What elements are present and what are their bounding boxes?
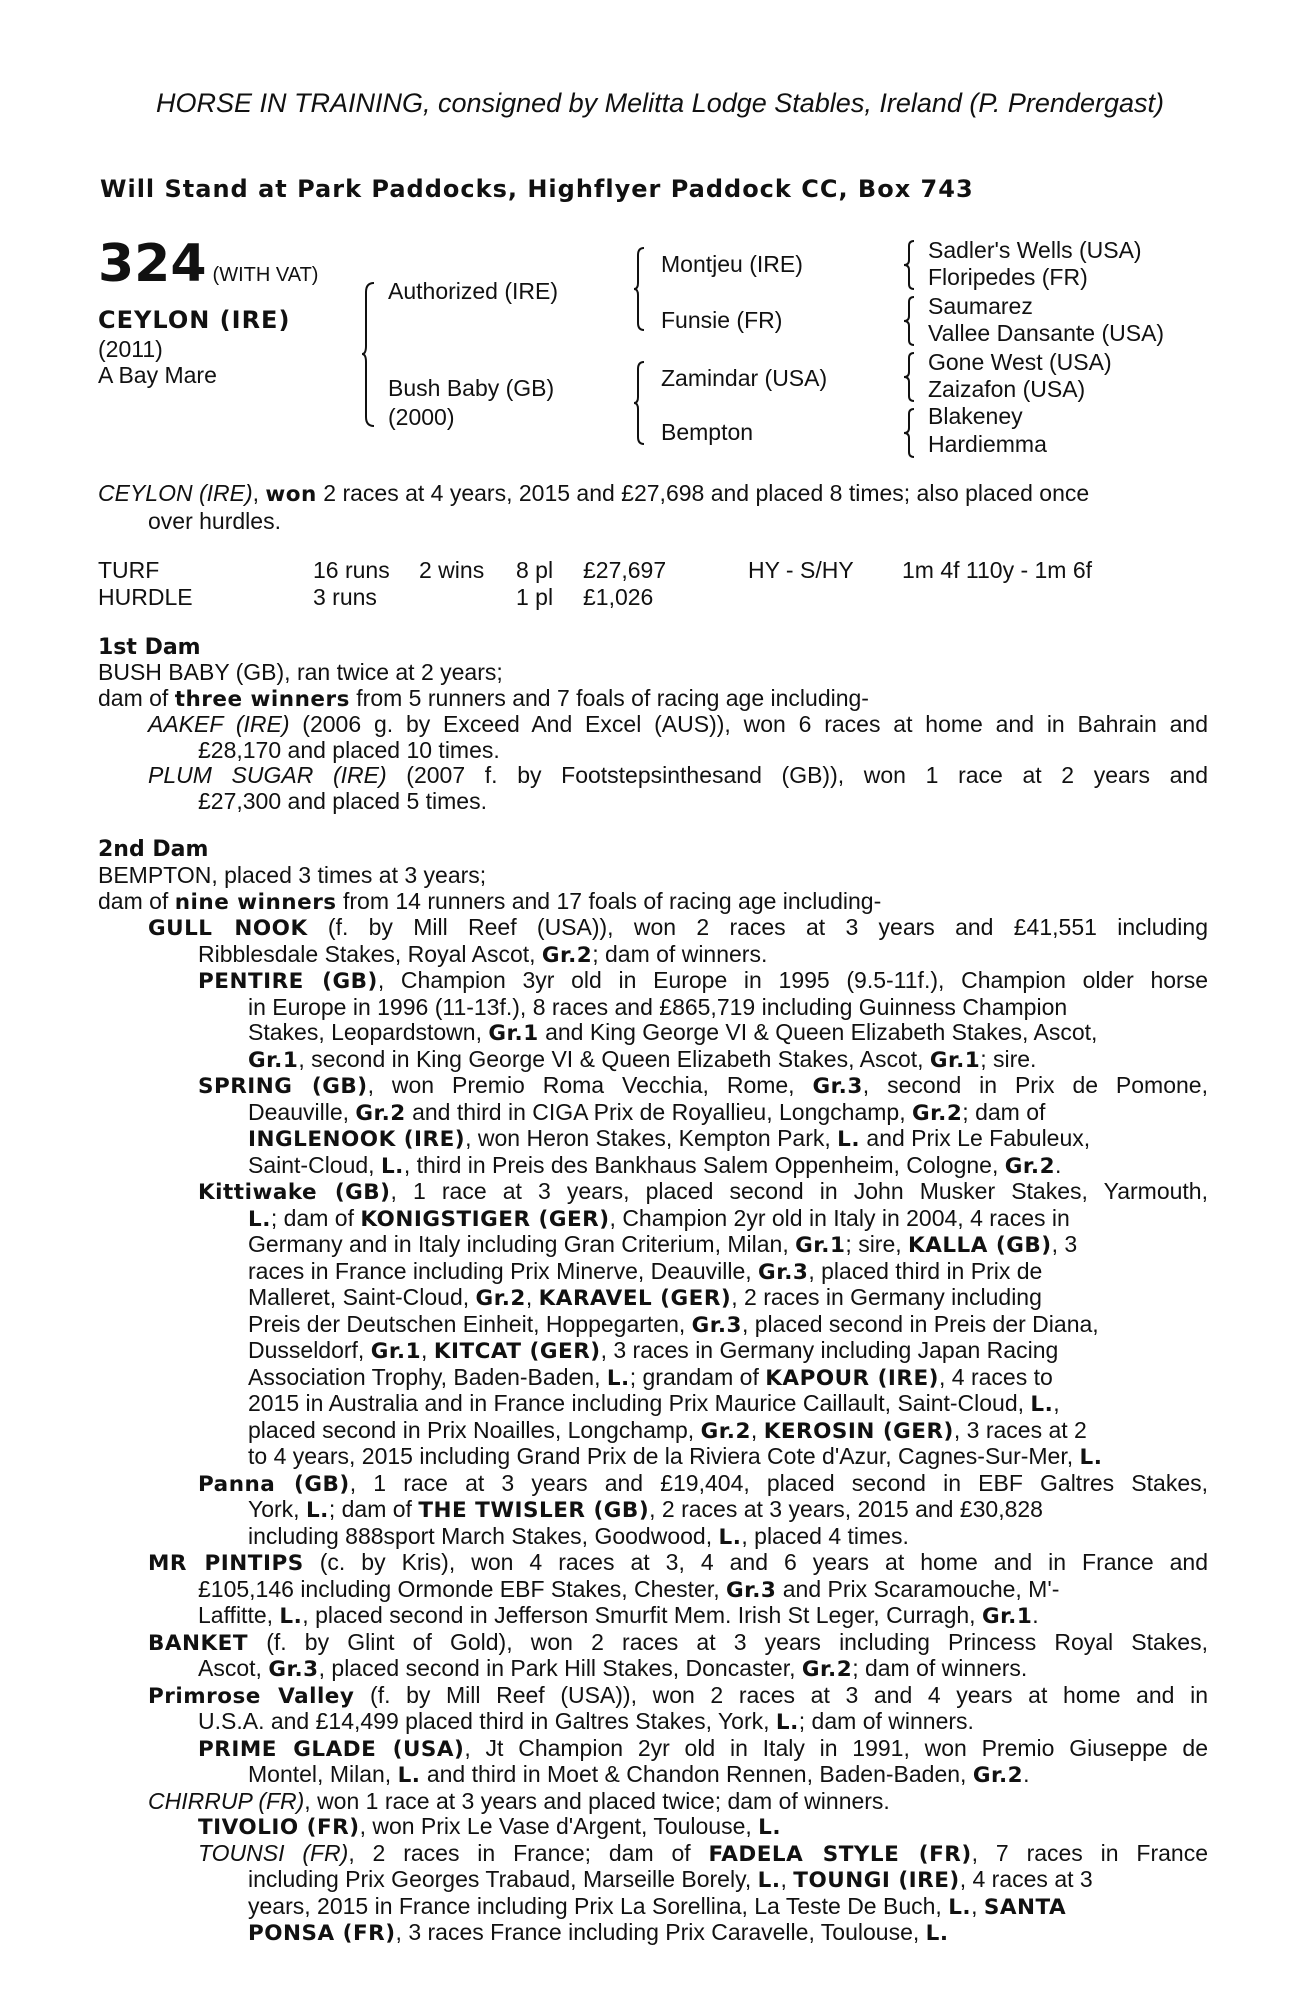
offspring-name: PLUM SUGAR (IRE) xyxy=(148,762,387,788)
grade: Gr.3 xyxy=(758,1259,809,1285)
t: placed second in Prix Noailles, Longchamp, xyxy=(248,1416,701,1443)
grade: Gr.2 xyxy=(801,1657,853,1682)
t: , placed second in Preis der Diana, xyxy=(741,1310,1099,1337)
t: , xyxy=(421,1337,434,1363)
race-summary: CEYLON (IRE), won 2 races at 4 years, 2015 and £27,698 and placed 8 times; also placed once over hurdles. xyxy=(98,480,1208,534)
t: , 2 races in Germany including xyxy=(731,1284,1042,1310)
offspring-name: PENTIRE (GB) xyxy=(198,969,378,994)
hurdle-label: HURDLE xyxy=(98,584,193,610)
t: in Europe in 1996 (11-13f.), 8 races and £865,719 including Guinness Champion xyxy=(248,993,1068,1020)
grade: L. xyxy=(775,1710,799,1735)
pedigree-dsd: Zaizafon (USA) xyxy=(928,376,1086,402)
grade: Gr.2 xyxy=(972,1763,1024,1788)
grade: L. xyxy=(1079,1445,1103,1470)
t: , 2 races in France; dam of xyxy=(348,1839,709,1866)
t: , xyxy=(750,1416,764,1443)
t: Ribblesdale Stakes, Royal Ascot, xyxy=(198,940,542,967)
offspring-name: KEROSIN (GER) xyxy=(763,1418,954,1444)
pedigree-brace-sd xyxy=(904,296,916,346)
offspring-text: (2006 g. by Exceed And Excel (AUS)), won 6 races at home and in Bahrain and xyxy=(289,711,1209,737)
t: including 888sport March Stakes, Goodwood, xyxy=(248,1522,719,1549)
t: , Champion 3yr old in Europe in 1995 (9.5-11f.), Champion older horse xyxy=(377,967,1208,993)
horse-name: CEYLON (IRE) xyxy=(98,306,291,334)
grade: L. xyxy=(718,1524,742,1550)
pedigree-dss: Gone West (USA) xyxy=(928,349,1112,375)
offspring-name: GULL NOOK xyxy=(148,916,308,941)
t: including Prix Georges Trabaud, Marseille Borely, xyxy=(248,1866,758,1892)
offspring-name: THE TWISLER (GB) xyxy=(418,1498,650,1523)
t: £105,146 including Ormonde EBF Stakes, Chester, xyxy=(198,1575,727,1602)
grade: Gr.2 xyxy=(700,1418,751,1444)
lot-number: 324 xyxy=(98,234,207,294)
t: ; grandam of xyxy=(629,1363,766,1390)
pedigree-ssd: Floripedes (FR) xyxy=(928,264,1088,290)
vat-note: (WITH VAT) xyxy=(212,264,319,286)
grade: Gr.2 xyxy=(911,1100,963,1126)
grade: Gr.2 xyxy=(475,1286,526,1311)
offspring-name: SPRING (GB) xyxy=(198,1074,368,1099)
grade: L. xyxy=(948,1894,972,1920)
t: and King George VI & Queen Elizabeth Stakes, Ascot, xyxy=(538,1019,1098,1045)
lot-heading xyxy=(98,236,318,292)
t: , 4 races at 3 xyxy=(959,1866,1093,1892)
grade: Gr.1 xyxy=(981,1604,1033,1629)
t: . xyxy=(1032,1602,1039,1628)
grade: Gr.2 xyxy=(355,1100,406,1126)
t: , placed second in Park Hill Stakes, Doncaster, xyxy=(318,1655,802,1681)
hurdle-amount: £1,026 xyxy=(583,584,654,610)
grade: L. xyxy=(837,1127,861,1152)
turf-distance: 1m 4f 110y - 1m 6f xyxy=(902,557,1093,583)
horse-description: A Bay Mare xyxy=(98,362,217,388)
offspring-name: CHIRRUP (FR) xyxy=(148,1787,305,1814)
t: ; sire. xyxy=(980,1045,1037,1072)
offspring-text: £28,170 and placed 10 times. xyxy=(198,736,500,763)
turf-amount: £27,697 xyxy=(583,557,667,583)
t: U.S.A. and £14,499 placed third in Galtres Stakes, York, xyxy=(198,1708,776,1734)
pedigree-brace-ds xyxy=(904,352,916,402)
offspring-name: SANTA xyxy=(983,1894,1067,1920)
consignor-title: HORSE IN TRAINING, consigned by Melitta Lodge Stables, Ireland (P. Prendergast) xyxy=(156,88,1164,118)
stand-location: Will Stand at Park Paddocks, Highflyer Paddock CC, Box 743 xyxy=(100,175,974,203)
hurdle-placed: 1 pl xyxy=(516,584,554,610)
pedigree-dds: Blakeney xyxy=(928,403,1023,429)
first-dam-winners: three winners xyxy=(174,686,350,712)
grade: Gr.2 xyxy=(541,942,593,968)
grade: Gr.1 xyxy=(488,1021,539,1046)
hurdle-runs: 3 runs xyxy=(313,584,377,610)
t: Montel, Milan, xyxy=(248,1761,398,1787)
pedigree-dam-dam: Bempton xyxy=(661,419,754,445)
t: Stakes, Leopardstown, xyxy=(248,1019,489,1045)
offspring-name: FADELA STYLE (FR) xyxy=(708,1841,972,1867)
t: ; dam of winners. xyxy=(592,940,768,967)
t: , xyxy=(525,1284,539,1310)
offspring-name: MR PINTIPS xyxy=(148,1551,304,1576)
t: years, 2015 in France including Prix La Sorellina, La Teste De Buch, xyxy=(248,1892,949,1919)
grade: L. xyxy=(279,1604,303,1629)
t: , placed 4 times. xyxy=(741,1522,909,1549)
grade: Gr.1 xyxy=(248,1047,299,1073)
turf-label: TURF xyxy=(98,557,160,583)
t: , 3 races France including Prix Caravelle, Toulouse, xyxy=(395,1919,926,1945)
pedigree-dam-year: (2000) xyxy=(388,404,455,430)
offspring-name: INGLENOOK (IRE) xyxy=(248,1127,466,1152)
t: from 14 runners and 17 foals of racing age including- xyxy=(336,887,882,914)
offspring-name: TOUNGI (IRE) xyxy=(793,1868,960,1893)
offspring-name: TIVOLIO (FR) xyxy=(198,1815,360,1840)
offspring-name: KONIGSTIGER (GER) xyxy=(360,1206,610,1232)
t: , third in Preis des Bankhaus Salem Oppenheim, Cologne, xyxy=(403,1151,1005,1178)
t: (f. by Mill Reef (USA)), won 2 races at 3 years and £41,551 including xyxy=(307,914,1208,940)
t: and third in CIGA Prix de Royallieu, Longchamp, xyxy=(405,1098,912,1125)
t: ; sire, xyxy=(845,1231,909,1257)
t: ; dam of xyxy=(962,1098,1046,1125)
first-dam-text-part: from 5 runners and 7 foals of racing age including- xyxy=(349,684,869,711)
pedigree-brace-main xyxy=(362,282,376,427)
second-dam-line: BEMPTON, placed 3 times at 3 years; xyxy=(98,862,487,888)
t: races in France including Prix Minerve, Deauville, xyxy=(248,1257,759,1284)
second-dam-winners: nine winners xyxy=(174,889,337,915)
second-dam-text xyxy=(98,863,1208,1947)
t: , won Prix Le Vase d'Argent, Toulouse, xyxy=(359,1813,759,1839)
grade: L. xyxy=(757,1868,781,1893)
turf-going: HY - S/HY xyxy=(748,557,854,583)
grade: L. xyxy=(606,1365,630,1391)
t: Deauville, xyxy=(248,1098,356,1125)
t: , placed third in Prix de xyxy=(808,1257,1043,1284)
offspring-name: AAKEF (IRE) xyxy=(148,711,290,737)
pedigree-sire-dam: Funsie (FR) xyxy=(661,307,783,333)
t: York, xyxy=(248,1496,306,1522)
t: Saint-Cloud, xyxy=(248,1151,381,1178)
first-dam-text-part: dam of xyxy=(98,684,175,711)
summary-continuation: over hurdles. xyxy=(148,508,281,534)
grade: L. xyxy=(305,1498,329,1523)
offspring-name: KAPOUR (IRE) xyxy=(765,1365,939,1391)
t: ; dam of xyxy=(328,1496,419,1522)
summary-text: 2 races at 4 years, 2015 and £27,698 and placed 8 times; also placed once xyxy=(316,480,1090,506)
summary-horse-name: CEYLON (IRE) xyxy=(98,480,253,506)
first-dam-heading: 1st Dam xyxy=(98,635,201,660)
pedigree-brace-sire xyxy=(634,247,646,331)
offspring-text: £27,300 and placed 5 times. xyxy=(198,787,487,814)
t: to 4 years, 2015 including Grand Prix de la Riviera Cote d'Azur, Cagnes-Sur-Mer, xyxy=(248,1443,1080,1469)
pedigree-dam-sire: Zamindar (USA) xyxy=(661,365,828,391)
turf-runs: 16 runs xyxy=(313,557,390,583)
pedigree-dam: Bush Baby (GB) xyxy=(388,375,555,401)
summary-won: won xyxy=(265,482,317,507)
t: Association Trophy, Baden-Baden, xyxy=(248,1363,607,1390)
t: , xyxy=(780,1866,794,1892)
t: and Prix Le Fabuleux, xyxy=(860,1125,1091,1151)
offspring-name: Primrose Valley xyxy=(148,1683,355,1709)
turf-wins: 2 wins xyxy=(419,557,485,583)
t: Preis der Deutschen Einheit, Hoppegarten, xyxy=(248,1310,692,1337)
t: (f. by Glint of Gold), won 2 races at 3 years including Princess Royal Stakes, xyxy=(248,1628,1208,1655)
grade: Gr.2 xyxy=(1004,1153,1056,1179)
t: , second in King George VI & Queen Elizabeth Stakes, Ascot, xyxy=(298,1045,930,1072)
t: , 1 race at 3 years and £19,404, placed second in EBF Galtres Stakes, xyxy=(349,1469,1208,1496)
t: (c. by Kris), won 4 races at 3, 4 and 6 years at home and in France and xyxy=(303,1549,1209,1575)
grade: L. xyxy=(397,1763,421,1788)
t: , Jt Champion 2yr old in Italy in 1991, won Premio Giuseppe de xyxy=(464,1734,1208,1761)
t: , won Heron Stakes, Kempton Park, xyxy=(465,1125,838,1151)
turf-placed: 8 pl xyxy=(516,557,554,583)
grade: L. xyxy=(925,1921,949,1946)
pedigree-sss: Sadler's Wells (USA) xyxy=(928,237,1142,263)
t: ; dam of winners. xyxy=(852,1655,1028,1681)
t: , xyxy=(1053,1390,1060,1416)
first-dam-line: BUSH BABY (GB), ran twice at 2 years; xyxy=(98,659,503,685)
pedigree-ddd: Hardiemma xyxy=(928,431,1047,457)
offspring-name: Kittiwake (GB) xyxy=(198,1180,391,1205)
offspring-name: BANKET xyxy=(148,1630,249,1656)
t: , Champion 2yr old in Italy in 2004, 4 races in xyxy=(609,1204,1070,1231)
t: dam of xyxy=(98,887,175,914)
t: , 7 races in France xyxy=(971,1839,1209,1866)
grade: Gr.1 xyxy=(370,1339,422,1364)
t: . xyxy=(1023,1761,1030,1787)
t: Germany and in Italy including Gran Criterium, Milan, xyxy=(248,1231,796,1257)
offspring-name: KARAVEL (GER) xyxy=(538,1286,732,1311)
second-dam-heading: 2nd Dam xyxy=(98,837,209,862)
pedigree-sds: Saumarez xyxy=(928,293,1033,319)
t: (f. by Mill Reef (USA)), won 2 races at 3 and 4 years at home and in xyxy=(354,1681,1208,1708)
t: Dusseldorf, xyxy=(248,1337,371,1363)
offspring-name: KALLA (GB) xyxy=(908,1233,1052,1258)
grade: Gr.3 xyxy=(268,1657,319,1682)
t: , second in Prix de Pomone, xyxy=(862,1072,1208,1098)
t: 2015 in Australia and in France including Prix Maurice Caillault, Saint-Cloud, xyxy=(248,1390,1031,1416)
offspring-text: (2007 f. by Footstepsinthesand (GB)), won 1 race at 2 years and xyxy=(386,762,1208,788)
t: ; dam of winners. xyxy=(798,1708,974,1734)
grade: Gr.3 xyxy=(726,1577,777,1603)
t: , 4 races to xyxy=(939,1363,1053,1390)
t: , 2 races at 3 years, 2015 and £30,828 xyxy=(649,1496,1043,1522)
t: , won 1 race at 3 years and placed twice; dam of winners. xyxy=(304,1787,890,1814)
pedigree-brace-dam xyxy=(634,361,646,445)
t: and Prix Scaramouche, M'- xyxy=(776,1575,1060,1602)
t: , 3 xyxy=(1051,1231,1078,1257)
t: ; dam of xyxy=(270,1204,361,1231)
grade: L. xyxy=(1030,1392,1054,1417)
pedigree-brace-dd xyxy=(904,408,916,458)
offspring-name: PONSA (FR) xyxy=(248,1921,396,1946)
horse-year: (2011) xyxy=(98,336,163,362)
grade: Gr.3 xyxy=(812,1074,863,1099)
offspring-name: PRIME GLADE (USA) xyxy=(198,1736,465,1762)
t: , 1 race at 3 years, placed second in John Musker Stakes, Yarmouth, xyxy=(390,1178,1208,1204)
t: Laffitte, xyxy=(198,1602,280,1628)
pedigree-sdd: Vallee Dansante (USA) xyxy=(928,320,1165,346)
t: , 3 races in Germany including Japan Racing xyxy=(600,1337,1059,1363)
offspring-name: KITCAT (GER) xyxy=(433,1339,601,1364)
t: Malleret, Saint-Cloud, xyxy=(248,1284,476,1310)
pedigree-sire: Authorized (IRE) xyxy=(388,278,559,304)
grade: Gr.1 xyxy=(795,1233,846,1258)
grade: L. xyxy=(380,1153,404,1179)
t: . xyxy=(1055,1151,1062,1178)
offspring-name: TOUNSI (FR) xyxy=(198,1839,349,1866)
grade: Gr.1 xyxy=(929,1047,981,1073)
t: , xyxy=(971,1892,984,1919)
t: and third in Moet & Chandon Rennen, Baden-Baden, xyxy=(420,1761,973,1787)
t: , placed second in Jefferson Smurfit Mem. Irish St Leger, Curragh, xyxy=(302,1602,982,1628)
t: , 3 races at 2 xyxy=(953,1416,1087,1443)
offspring-name: Panna (GB) xyxy=(198,1471,350,1497)
t: , won Premio Roma Vecchia, Rome, xyxy=(367,1072,813,1098)
t: Ascot, xyxy=(198,1655,269,1681)
grade: L. xyxy=(248,1206,271,1232)
first-dam-text xyxy=(98,660,1208,814)
grade: Gr.3 xyxy=(691,1312,742,1338)
grade: L. xyxy=(758,1815,782,1840)
pedigree-brace-ss xyxy=(904,240,916,290)
pedigree-sire-sire: Montjeu (IRE) xyxy=(661,251,803,277)
